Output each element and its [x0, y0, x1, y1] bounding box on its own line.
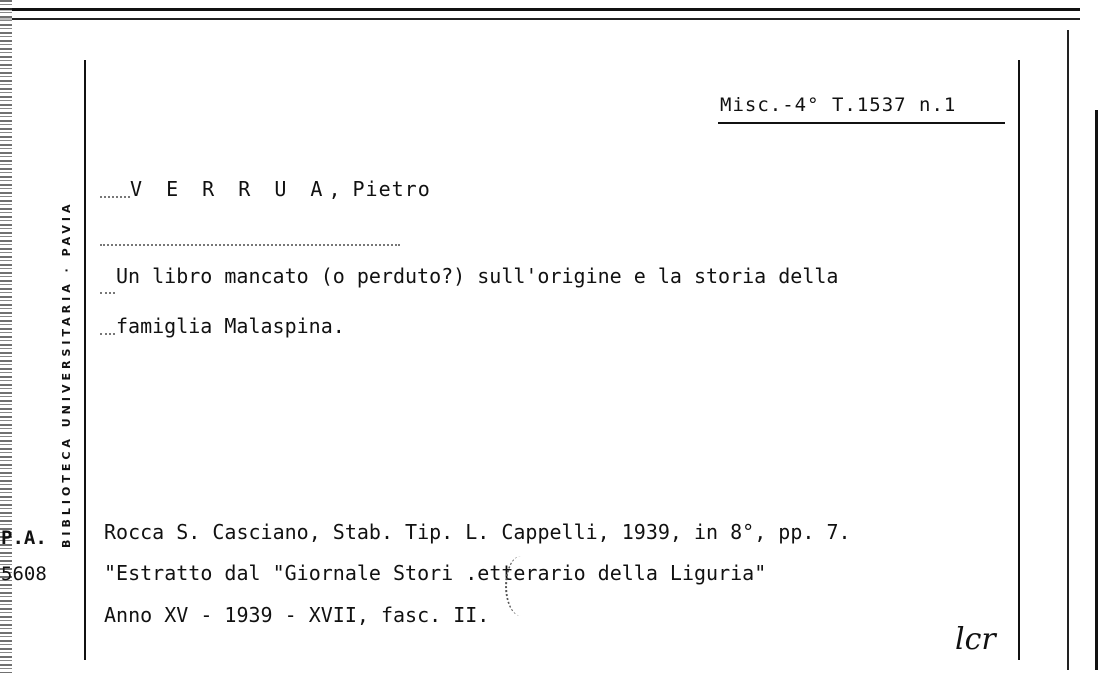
shelf-mark-number: 5608	[1, 563, 47, 585]
right-margin-line	[1018, 60, 1020, 660]
card-top-border-inner	[0, 18, 1080, 20]
author-surname: V E R R U A,	[130, 177, 347, 201]
handwritten-initials: lcr	[955, 622, 996, 657]
title-line-1: Un libro mancato (o perduto?) sull'origine e la storia della	[116, 264, 839, 288]
card-top-border	[0, 8, 1080, 11]
card-right-edge	[1065, 20, 1105, 673]
year-note: Anno XV - 1939 - XVII, fasc. II.	[104, 603, 490, 627]
stamp-mark	[505, 556, 537, 616]
dotted-rule	[100, 333, 115, 335]
call-number: Misc.-4° T.1537 n.1	[720, 94, 957, 116]
author-given-name: Pietro	[352, 177, 431, 201]
extract-note: "Estratto dal "Giornale Stori .etterario della Liguria"	[104, 561, 767, 585]
author-name	[130, 177, 431, 201]
left-margin-line	[84, 60, 86, 660]
dotted-rule	[100, 196, 130, 198]
shelf-mark-prefix: P.A.	[1, 527, 47, 549]
title-line-2: famiglia Malaspina.	[116, 314, 345, 338]
dotted-rule	[100, 244, 400, 246]
call-number-underline	[718, 122, 1005, 124]
dotted-rule	[100, 292, 115, 294]
library-stamp: BIBLIOTECA UNIVERSITARIA · PAVIA	[60, 200, 73, 548]
imprint-line: Rocca S. Casciano, Stab. Tip. L. Cappelli, 1939, in 8°, pp. 7.	[104, 520, 851, 544]
